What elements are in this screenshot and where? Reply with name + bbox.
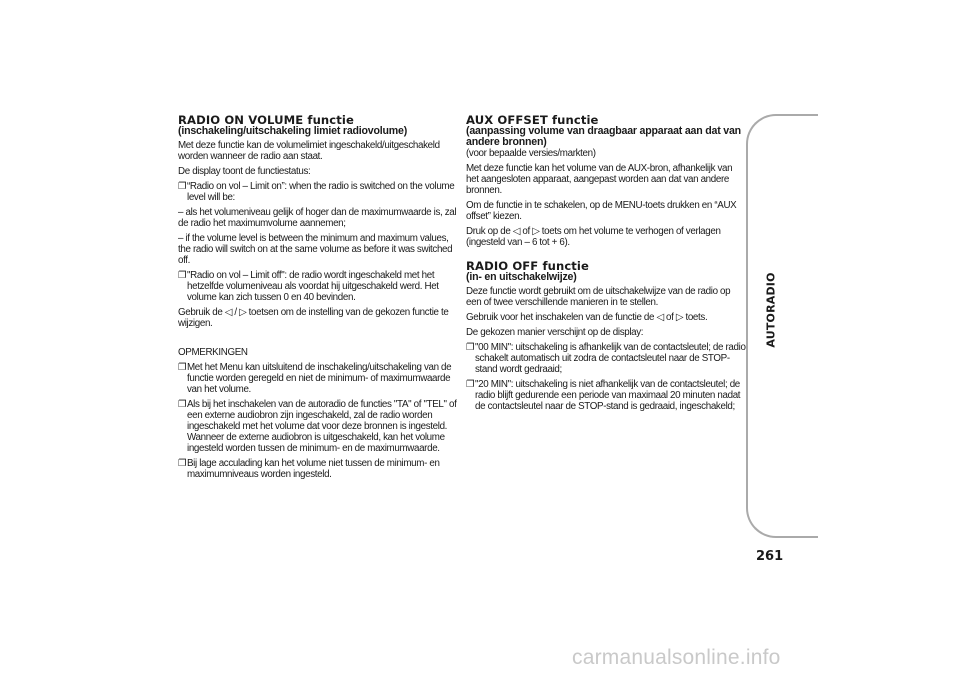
chapter-side-tab bbox=[746, 114, 818, 538]
paragraph: Gebruik de ◁ / ▷ toetsen om de instelling van de gekozen functie te wijzigen. bbox=[178, 307, 449, 329]
left-column bbox=[178, 114, 460, 484]
checkbox-bullet-icon: ❐ bbox=[178, 362, 187, 373]
paragraph: Om de functie in te schakelen, op de MENU-toets drukken en “AUX offset” kiezen. bbox=[466, 200, 737, 222]
section-title-radio-off: RADIO OFF functie bbox=[466, 259, 589, 273]
checkbox-bullet-icon: ❐ bbox=[466, 342, 475, 353]
list-item bbox=[178, 270, 460, 303]
section-title-aux-offset: AUX OFFSET functie bbox=[466, 113, 599, 127]
paragraph: De display toont de functiestatus: bbox=[178, 166, 311, 177]
notes-title: OPMERKINGEN bbox=[178, 347, 248, 358]
right-column bbox=[466, 114, 746, 416]
list-item bbox=[178, 458, 460, 480]
page-number: 261 bbox=[756, 549, 784, 564]
section-subtitle-radio-on-volume: (inschakeling/uitschakeling limiet radiovolume) bbox=[178, 125, 408, 137]
watermark: carmanualsonline.info bbox=[572, 646, 781, 669]
list-item bbox=[178, 399, 460, 454]
paragraph: – als het volumeniveau gelijk of hoger dan de maximumwaarde is, zal de radio het maximumvolume aannemen; bbox=[178, 207, 457, 229]
paragraph: – if the volume level is between the minimum and maximum values, the radio will switch on at the same volume as before it was switched off. bbox=[178, 233, 453, 266]
section-subtitle-radio-off: (in- en uitschakelwijze) bbox=[466, 271, 577, 283]
paragraph: Met deze functie kan het volume van de AUX-bron, afhankelijk van het aangesloten apparaat, aangepast worden aan dat van andere bronnen. bbox=[466, 163, 733, 196]
checkbox-bullet-icon: ❐ bbox=[466, 379, 475, 390]
list-item bbox=[178, 181, 460, 203]
paragraph: Gebruik voor het inschakelen van de functie de ◁ of ▷ toets. bbox=[466, 312, 708, 323]
paragraph: Druk op de ◁ of ▷ toets om het volume te verhogen of verlagen (ingesteld van – 6 tot + 6). bbox=[466, 226, 721, 248]
chapter-tab-label bbox=[764, 250, 778, 370]
checkbox-bullet-icon: ❐ bbox=[178, 270, 187, 281]
paragraph: De gekozen manier verschijnt op de display: bbox=[466, 327, 644, 338]
list-item bbox=[466, 342, 746, 375]
list-item-text: Bij lage acculading kan het volume niet tussen de minimum- en maximumniveaus worden ingesteld. bbox=[187, 458, 440, 480]
list-item-text: Als bij het inschakelen van de autoradio de functies "TA" of "TEL" of een externe audiobron zijn ingeschakeld, zal de radio worden ingeschakeld met het volume dat voor deze bronnen is ingesteld. Wanneer de externe audiobron is uitgeschakeld, kan het volume ingesteld worden tussen de minimum- en de maximumwaarde. bbox=[187, 399, 457, 454]
checkbox-bullet-icon: ❐ bbox=[178, 181, 187, 192]
paragraph: Deze functie wordt gebruikt om de uitschakelwijze van de radio op een of twee verschillende manieren in te stellen. bbox=[466, 286, 731, 308]
checkbox-bullet-icon: ❐ bbox=[178, 458, 187, 469]
list-item bbox=[466, 379, 746, 412]
section-note: (voor bepaalde versies/markten) bbox=[466, 148, 596, 159]
paragraph: Met deze functie kan de volumelimiet ingeschakeld/uitgeschakeld worden wanneer de radio aan staat. bbox=[178, 140, 440, 162]
list-item-text: Met het Menu kan uitsluitend de inschakeling/uitschakeling van de functie worden geregeld en niet de minimum- of maximumwaarde van het volume. bbox=[187, 362, 452, 395]
list-item bbox=[178, 362, 460, 395]
list-item-text: "Radio on vol – Limit off": de radio wordt ingeschakeld met het hetzelfde volumeniveau als voordat hij uitgeschakeld werd. Het volume kan zich tussen 0 en 40 bevinden. bbox=[187, 270, 439, 303]
list-item-text: “Radio on vol – Limit on”: when the radio is switched on the volume level will be: bbox=[187, 181, 455, 203]
section-subtitle-aux-offset: (aanpassing volume van draagbaar apparaat aan dat van andere bronnen) bbox=[466, 125, 741, 148]
list-item-text: "20 MIN": uitschakeling is niet afhankelijk van de contactsleutel; de radio blijft gedurende een periode van maximaal 20 minuten nadat de contactsleutel naar de STOP-stand is gedraaid, ingeschakeld; bbox=[475, 379, 741, 412]
list-item-text: "00 MIN": uitschakeling is afhankelijk van de contactsleutel; de radio schakelt automatisch uit zodra de contactsleutel naar de STOP-stand wordt gedraaid; bbox=[475, 342, 746, 375]
chapter-tab-text: AUTORADIO bbox=[764, 272, 778, 348]
section-title-radio-on-volume: RADIO ON VOLUME functie bbox=[178, 113, 354, 127]
checkbox-bullet-icon: ❐ bbox=[178, 399, 187, 410]
